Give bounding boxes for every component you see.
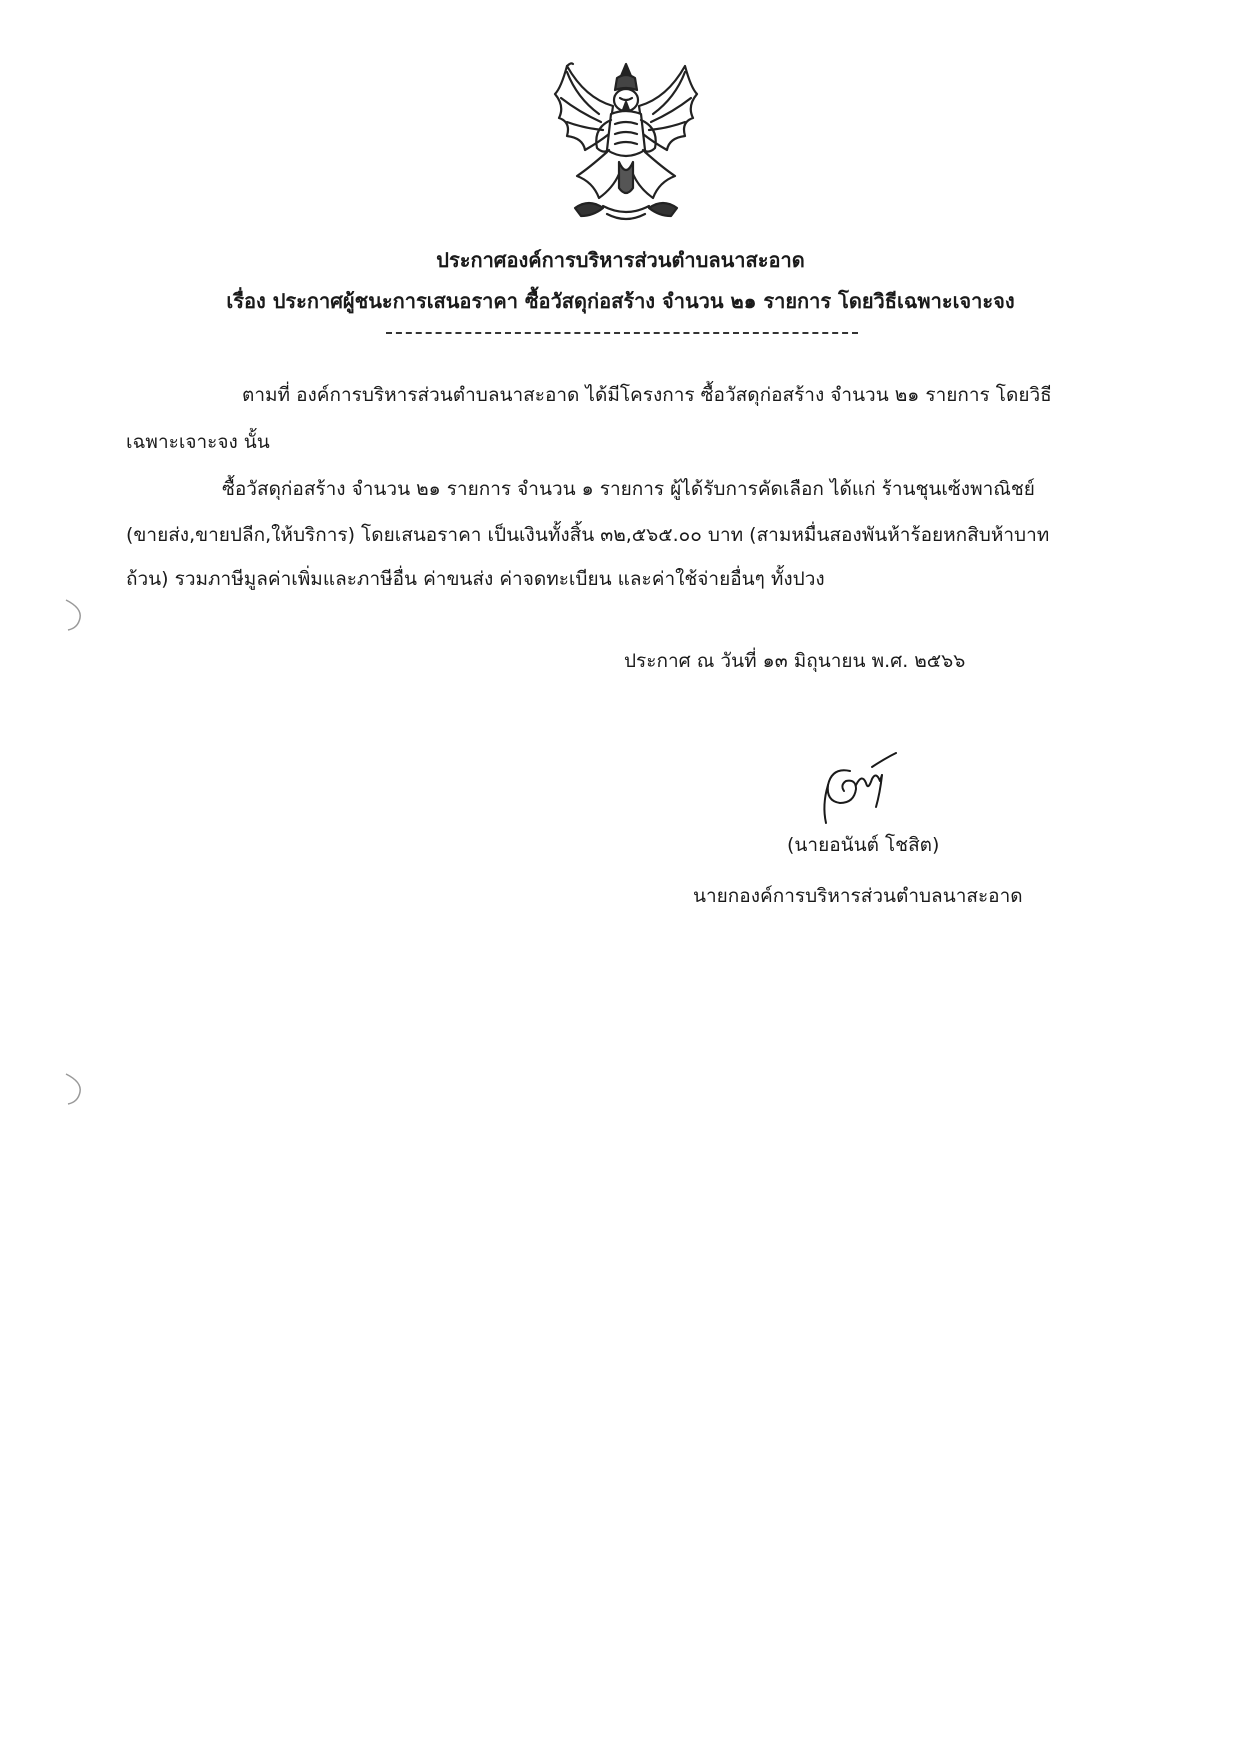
paragraph2-line2: (ขายส่ง,ขายปลีก,ให้บริการ) โดยเสนอราคา เป็นเงินทั้งสิ้น ๓๒,๕๖๕.๐๐ บาท (สามหมื่นสองพันห้าร้อยหกสิบห้าบาท [126, 524, 1050, 546]
handwritten-signature-icon [810, 745, 900, 825]
announcement-subject: เรื่อง ประกาศผู้ชนะการเสนอราคา ซื้อวัสดุก่อสร้าง จำนวน ๒๑ รายการ โดยวิธีเฉพาะเจาะจง [226, 289, 1015, 313]
signer-name: (นายอนันต์ โชสิต) [787, 834, 940, 856]
punch-hole-mark-icon [62, 1072, 86, 1106]
title-separator [386, 332, 858, 334]
announcement-date: ประกาศ ณ วันที่ ๑๓ มิถุนายน พ.ศ. ๒๕๖๖ [624, 650, 966, 672]
paragraph2-line3: ถ้วน) รวมภาษีมูลค่าเพิ่มและภาษีอื่น ค่าขนส่ง ค่าจดทะเบียน และค่าใช้จ่ายอื่นๆ ทั้งปวง [126, 568, 825, 590]
paragraph1-line1: ตามที่ องค์การบริหารส่วนตำบลนาสะอาด ได้มีโครงการ ซื้อวัสดุก่อสร้าง จำนวน ๒๑ รายการ โดยวิธี [242, 384, 1052, 406]
announcement-title: ประกาศองค์การบริหารส่วนตำบลนาสะอาด [436, 248, 805, 272]
paragraph2-line1: ซื้อวัสดุก่อสร้าง จำนวน ๒๑ รายการ จำนวน ๑ รายการ ผู้ได้รับการคัดเลือก ได้แก่ ร้านชุนเซ้งพาณิชย์ [222, 478, 1035, 500]
punch-hole-mark-icon [62, 598, 86, 632]
paragraph1-line2: เฉพาะเจาะจง นั้น [126, 431, 270, 453]
signer-title: นายกองค์การบริหารส่วนตำบลนาสะอาด [693, 885, 1023, 907]
garuda-emblem-icon [537, 58, 715, 226]
